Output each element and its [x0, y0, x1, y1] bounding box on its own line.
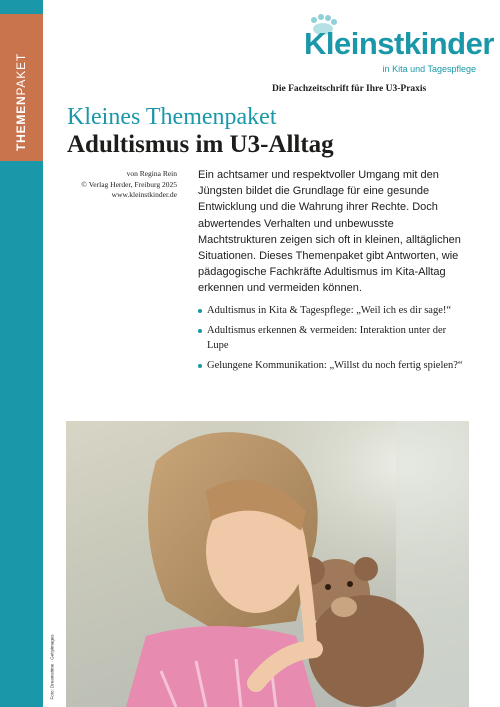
kicker: Kleines Themenpaket: [67, 104, 277, 130]
section-tab-label: THEMENPAKET: [14, 53, 28, 151]
author-credits: [67, 169, 177, 201]
section-tab: [0, 14, 43, 161]
website-line: www.kleinstkinder.de: [111, 190, 177, 199]
list-item: Adultismus in Kita & Tagespflege: „Weil ich es dir sage!“: [198, 303, 466, 318]
author-line: von Regina Rein: [126, 169, 177, 178]
logo-subtitle: in Kita und Tagespflege: [382, 64, 476, 74]
headline: Adultismus im U3-Alltag: [67, 131, 334, 158]
list-item: Gelungene Kommunikation: „Willst du noch fertig spielen?“: [198, 358, 466, 373]
bullet-icon: [198, 364, 202, 368]
copyright-line: © Verlag Herder, Freiburg 2025: [81, 179, 177, 189]
magazine-tagline: Die Fachzeitschrift für Ihre U3-Praxis: [272, 84, 427, 94]
bullet-icon: [198, 309, 202, 313]
cover-photo: [66, 421, 469, 707]
topic-list: [198, 303, 466, 378]
photo-credit: Foto: Dreamstime · Gettyimages: [49, 634, 55, 700]
logo-wordmark: Kleinstkinder: [304, 26, 494, 61]
magazine-logo: [292, 14, 494, 78]
bullet-icon: [198, 329, 202, 333]
list-item: Adultismus erkennen & vermeiden: Interaktion unter der Lupe: [198, 323, 466, 353]
intro-paragraph: Ein achtsamer und respektvoller Umgang mit den Jüngsten bildet die Grundlage für eine gesunde Entwicklung und die Wahrung ihrer Rechte. Doch abwertendes Verhalten und unbewusste Machtstrukturen zeigen sich oft in kleinen, alltäglichen Situationen. Dieses Themenpaket gibt Antworten, wie pädagogische Fachkräfte Adultismus im Kita-Alltag erkennen und vermeiden können.: [198, 169, 461, 295]
